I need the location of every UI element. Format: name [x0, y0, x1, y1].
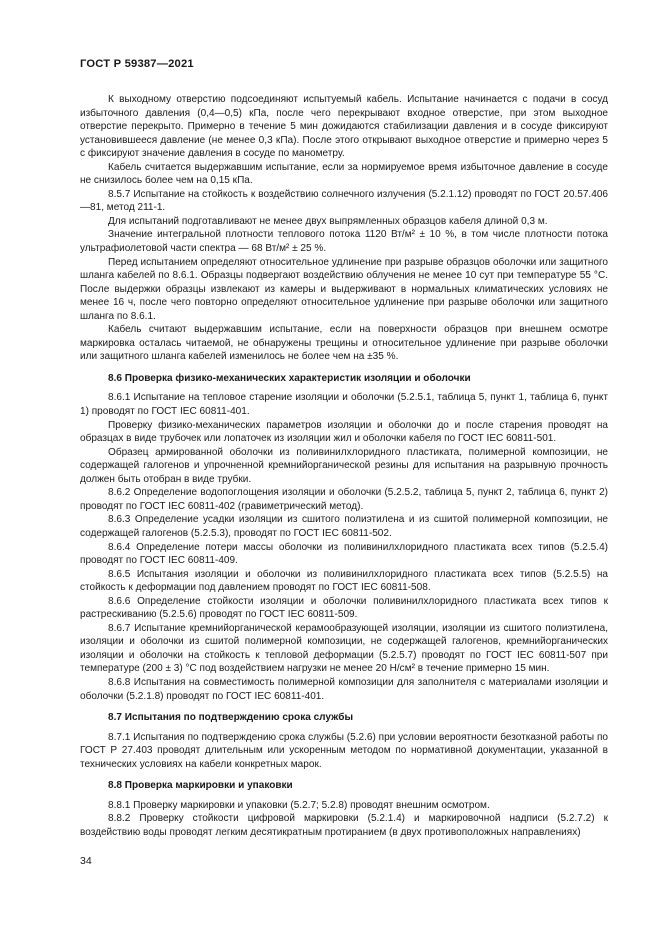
paragraph: 8.8.2 Проверку стойкости цифровой маркировки (5.2.1.4) и маркировочной надписи (5.2.7.2) к воздействию воды проводят легким десятикратным протиранием (в двух противоположных направлениях): [80, 813, 608, 838]
section-heading: 8.8 Проверка маркировки и упаковки: [108, 780, 293, 792]
section-heading: 8.6 Проверка физико-механических характеристик изоляции и оболочки: [108, 372, 471, 384]
paragraph: Кабель считается выдержавшим испытание, если за нормируемое время избыточное давление в сосуде не снизилось более чем на 0,15 кПа.: [80, 161, 608, 187]
page-number: 34: [80, 855, 92, 867]
paragraph: 8.6.6 Определение стойкости изоляции и оболочки поливинилхлоридного пластиката всех типов к растрескиванию (5.2.5.6) проводят по ГОСТ IEC 60811-509.: [80, 595, 608, 621]
paragraph: Проверку физико-механических параметров изоляции и оболочки до и после старения проводят на образцах в виде трубочек или лопаточек из изоляции жил и оболочки кабеля по ГОСТ IEC 60811-501.: [80, 419, 608, 445]
paragraph: Перед испытанием определяют относительное удлинение при разрыве образцов оболочки или защитного шланга кабелей по 8.6.1. Образцы подвергают воздействию облучения не менее 10 сут при температуре 55 °С. После выдержки образцы извлекают из камеры и выдерживают в нормальных климатических условиях не менее 16 ч, после чего повторно определяют относительное удлинение при разрыве оболочки или защитного шланга по 8.6.1.: [80, 256, 608, 322]
paragraph: Значение интегральной плотности теплового потока 1120 Вт/м² ± 10 %, в том числе плотности потока ультрафиолетовой части спектра — 68 Вт/м² ± 25 %.: [80, 229, 608, 255]
paragraph: 8.6.7 Испытание кремнийорганической керамообразующей изоляции, изоляции из сшитого полиэтилена, изоляции и оболочки из сшитой полимерной композиции, не содержащей галогенов, кремнийорганических изоляции и оболочки на стойкость к тепловой деформации (5.2.5.7) проводят по ГОСТ IEC 60811-507 при температуре (200 ± 3) °С под воздействием нагрузки не менее 20 Н/см² в течение примерно 15 мин.: [80, 622, 608, 675]
paragraph: 8.6.4 Определение потери массы оболочки из поливинилхлоридного пластиката всех типов (5.2.5.4) проводят по ГОСТ IEC 60811-409.: [80, 541, 608, 567]
paragraph: Образец армированной оболочки из поливинилхлоридного пластиката, полимерной композиции, не содержащей галогенов и упрочненной кремнийорганической резины для испытания на разрывную прочность должен быть отобран в виде трубки.: [80, 446, 608, 485]
paragraph: 8.6.5 Испытания изоляции и оболочки из поливинилхлоридного пластиката всех типов (5.2.5.5) на стойкость к деформации под давлением проводят по ГОСТ IEC 60811-508.: [80, 568, 608, 594]
paragraph: К выходному отверстию подсоединяют испытуемый кабель. Испытание начинается с подачи в сосуд избыточного давления (0,4—0,5) кПа, после чего перекрывают входное отверстие, при этом выходное отверстие перекрыто. Примерно в течение 5 мин дожидаются стабилизации давления и в сосуде фиксируют установившееся давление (не менее 0,3 кПа). После этого открывают выходное отверстие и примерно через 5 с фиксируют значение давления в сосуде по манометру.: [80, 94, 608, 160]
paragraph: 8.6.1 Испытание на тепловое старение изоляции и оболочки (5.2.5.1, таблица 5, пункт 1, таблица 6, пункт 1) проводят по ГОСТ IEC 60811-401.: [80, 392, 608, 418]
paragraph: 8.8.1 Проверку маркировки и упаковки (5.2.7; 5.2.8) проводят внешним осмотром.: [108, 799, 490, 811]
paragraph: 8.5.7 Испытание на стойкость к воздействию солнечного излучения (5.2.1.12) проводят по ГОСТ 20.57.406—81, метод 211-1.: [80, 188, 608, 214]
paragraph: Кабель считают выдержавшим испытание, если на поверхности образцов при внешнем осмотре маркировка осталась читаемой, не обнаружены трещины и относительное удлинение при разрыве оболочки или защитного шланга кабелей изменилось не более чем на ±35 %.: [80, 324, 608, 363]
paragraph: Для испытаний подготавливают не менее двух выпрямленных образцов кабеля длиной 0,3 м.: [108, 215, 548, 227]
paragraph: 8.7.1 Испытания по подтверждению срока службы (5.2.6) при условии вероятности безотказной работы по ГОСТ Р 27.403 проводят длительным или ускоренным методом по нормативной документации, указанной в технических условиях на кабели конкретных марок.: [80, 731, 608, 770]
paragraph: 8.6.2 Определение водопоглощения изоляции и оболочки (5.2.5.2, таблица 5, пункт 2, таблица 6, пункт 2) проводят по ГОСТ IEC 60811-402 (гравиметрический метод).: [80, 487, 608, 512]
paragraph: 8.6.8 Испытания на совместимость полимерной композиции для заполнителя с материалами изоляции и оболочки (5.2.1.8) проводят по ГОСТ IEC 60811-401.: [80, 676, 608, 702]
document-body: [80, 93, 608, 839]
document-header: ГОСТ Р 59387—2021: [80, 58, 194, 70]
section-heading: 8.7 Испытания по подтверждению срока службы: [108, 712, 354, 724]
paragraph: 8.6.3 Определение усадки изоляции из сшитого полиэтилена и из сшитой полимерной композиции, не содержащей галогенов (5.2.5.3), проводят по ГОСТ IEC 60811-502.: [80, 514, 608, 539]
